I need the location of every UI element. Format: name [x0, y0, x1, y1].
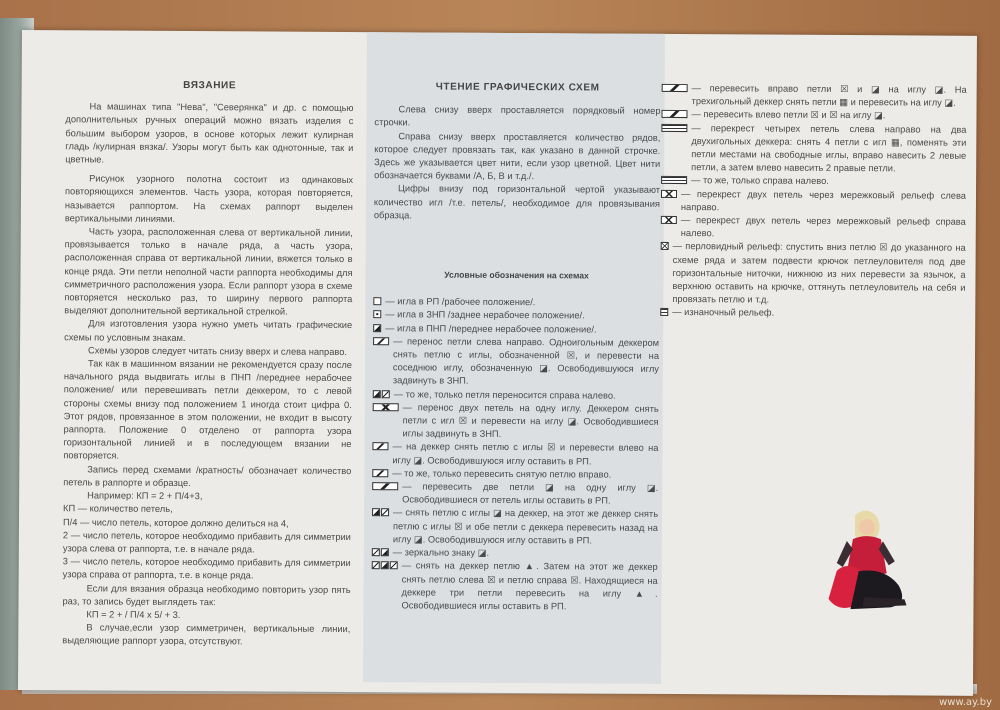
mirror-icon — [372, 548, 389, 556]
legend-item: — перекрест четырех петель слева направо на два двухигольных деккера: снять 4 петли с игл ▦, поменять эти петли местами на свободные иглы, вправо навесить 2 левые петли, а затем влево навесить 2 правые петли. — [661, 122, 966, 177]
legend-item: — игла в ЗНП /заднее нерабочее положение/. — [373, 309, 659, 324]
legend-item: — то же, только петля переносится справа налево. — [373, 388, 659, 403]
transfer-left-three-icon — [661, 110, 687, 118]
legend-item: — на деккер снять петлю с иглы ☒ и перевести влево на иглу ◪. Освободившуюся иглу оставить в РП. — [372, 441, 658, 469]
two-loops-icon — [372, 482, 398, 490]
legend-item: — перекрест двух петель через мережковый рельеф слева направо. — [661, 188, 966, 216]
two-to-one-icon — [373, 403, 399, 411]
definition: 2 — число петель, которое необходимо прибавить для симметрии узора слева от раппорта, т.е. в начале ряда. — [62, 529, 351, 555]
needle-back-icon — [373, 311, 381, 319]
column-reading-schemes — [363, 32, 665, 684]
definition: КП — количество петель, — [63, 503, 173, 515]
back-transfer-icon — [372, 509, 389, 517]
needle-front-icon — [373, 324, 381, 332]
legend-item: — перевесить вправо петли ☒ и ◪ на иглу ◪. На трехигольный деккер снять петли ▦ и перевесить на иглу ◪. — [662, 82, 967, 110]
paragraph: Если для вязания образца необходимо повторить узор пять раз, то запись будет выглядеть так: — [62, 582, 351, 607]
paragraph: Запись перед схемами /кратность/ обозначает количество петель в раппорте и образце. — [63, 464, 352, 488]
paragraph: Рисунок узорного полотна состоит из одинаковых повторяющихся элементов. Часть узора, которая повторяется, называется раппортом. На схемах раппорт выделен вертикальными линиями. — [64, 173, 354, 224]
legend-item: — перевесить две петли ◪ на одну иглу ◪. Освободившиеся от петель иглы оставить в РП. — [372, 480, 658, 508]
transfer-right-three-icon — [662, 84, 688, 92]
paragraph: На машинах типа "Нева", "Северянка" и др. с помощью дополнительных ручных операций можно вязать изделия с большим выбором узоров, в основе которых лежит кулирная гладь /кулирная вязка/. Узоры могут быть как однотонные, так и цветные. — [65, 101, 354, 165]
column-knitting — [62, 78, 353, 649]
paragraph: Для изготовления узора нужно уметь читать графические схемы по условным знакам. — [64, 318, 353, 343]
paragraph: В случае,если узор симметричен, вертикальные линии, выделяющие раппорт узора, отсутствуют. — [62, 622, 351, 647]
paragraph: Часть узора, расположенная слева от вертикальной линии, провязывается только в начале ряда, а часть узора, расположенная справа от вертикальной линии, вяжется только в конце ряда. Эти петли неполной части раппорта необходимы для симметричного расположения узора. Если раппорт узора в схеме повторяется несколько раз, то ширину первого раппорта выделяют дополнительной вертикальной стрелкой. — [64, 226, 353, 317]
paragraph: Так как в машинном вязании не рекомендуется сразу после начального ряда выдвигать иглы в ПНП /переднее нерабочее положение/ или перевешивать петли деккером, то с левой стороны схемы внизу под положением 1 иногда стоит цифра 0. Этот рядов, провязанное в этом положении, не входит в высоту раппорта. Положение 0 отделено от раппорта узора горизонтальной линией и в последующем вязании не повторяется. — [63, 358, 352, 462]
legend-item: — перевесить влево петли ☒ и ☒ на иглу ◪. — [661, 108, 966, 123]
section-title-reading: ЧТЕНИЕ ГРАФИЧЕСКИХ СХЕМ — [435, 81, 600, 94]
formula: Например: КП = 2 + П/4+3, — [87, 490, 203, 502]
section-title-knitting: ВЯЗАНИЕ — [183, 79, 237, 92]
legend-item: — игла в ПНП /переднее нерабочее положение/. — [373, 322, 659, 337]
cross-lace-right-icon — [661, 190, 677, 198]
woman-photo — [824, 505, 915, 621]
cross-four-icon — [661, 124, 687, 132]
legend-item: — игла в РП /рабочее положение/. — [373, 295, 659, 310]
legend-item: — зеркально знаку ◪. — [372, 546, 658, 561]
cross-lace-left-icon — [661, 216, 677, 224]
column-legend-continued — [660, 82, 966, 322]
transfer-right-icon — [373, 337, 389, 345]
paragraph: Цифры внизу под горизонтальной чертой указывают количество игл /т.е. петель/, необходимое для провязывания образца. — [373, 183, 661, 221]
legend-item: — изнаночный рельеф. — [660, 306, 965, 321]
booklet-page — [18, 30, 977, 696]
three-to-one-icon — [372, 561, 398, 569]
legend-item: — перенос петли слева направо. Одноигольным деккером снять петлю с иглы, обозначенной ☒, и перевести на соседнюю иглу, обозначенную ◪. Освободившуюся иглу задвинуть в ЗНП. — [373, 335, 659, 390]
legend-item: — перловидный рельеф: спустить вниз петлю ☒ до указанного на схеме ряда и затем подвести крючок петлеуловителя под две горизонтальные ниточки, нижнюю из них перевести за язычок, а верхнюю оставить на крючке, оттянуть петлеуловитель на себя и провязать петлю и т.д. — [660, 240, 965, 308]
purl-relief-icon — [660, 308, 668, 316]
legend-title: Условные обозначения на схемах — [444, 269, 589, 281]
paragraph: Слева снизу вверх проставляется порядковый номер строчки. — [374, 104, 661, 128]
paragraph: Схемы узоров следует читать снизу вверх и слева направо. — [88, 345, 348, 357]
cross-four-reverse-icon — [661, 176, 687, 184]
paragraph: Справа снизу вверх проставляется количество рядов, которое следует провязать так, как указано в данной строчке. Здесь же указывается цвет нити, если узор цветной. Цвет нити обозначается буквами /А, Б, В и т.д./. — [374, 130, 661, 182]
watermark: www.ay.by — [939, 697, 992, 708]
decker-right-icon — [372, 469, 388, 477]
legend-item: — снять петлю с иглы ◪ на деккер, на этот же деккер снять петлю с иглы ☒ и обе петли с деккера перевесить назад на иглу ◪. Освободившуюся иглу оставить в РП. — [372, 507, 658, 548]
legend-item: — то же, только перевесить снятую петлю вправо. — [372, 467, 658, 482]
legend-item: — перенос двух петель на одну иглу. Деккером снять петли с игл ☒ и перевести на иглу ◪. Освободившиеся иглы задвинуть в ЗНП. — [372, 401, 658, 442]
legend-item: — то же, только справа налево. — [661, 174, 966, 189]
legend-item: — перекрест двух петель через мережковый рельеф справа налево. — [661, 214, 966, 242]
needle-working-icon — [373, 297, 381, 305]
transfer-left-icon — [373, 390, 390, 398]
decker-left-icon — [372, 443, 388, 451]
formula: КП = 2 + / П/4 х 5/ + 3. — [86, 609, 181, 620]
definition: П/4 — число петель, которое должно делиться на 4, — [62, 516, 289, 529]
definition: 3 — число петель, которое необходимо прибавить для симметрии узора справа от раппорта, т.е. в конце ряда. — [62, 556, 351, 581]
pearl-relief-icon — [661, 242, 669, 250]
legend-item: — снять на деккер петлю ▲. Затем на этот же деккер снять петлю слева ☒ и петлю справа ☒. Находящиеся на деккере три петли перевесить на иглу ▲. Освободившиеся иглы оставить в РП. — [371, 559, 657, 614]
